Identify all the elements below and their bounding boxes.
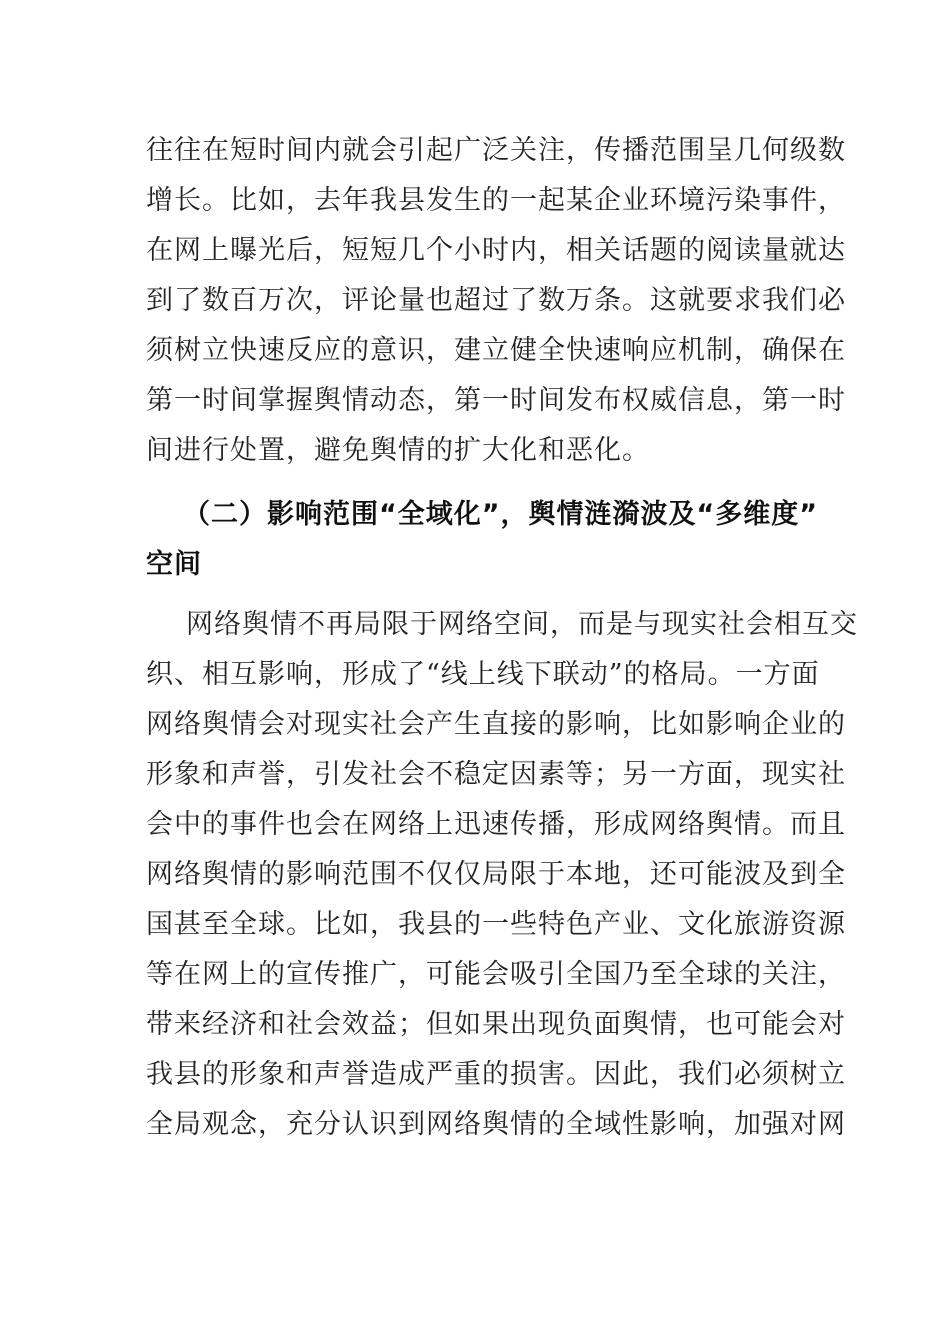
section-heading-line: （二）影响范围“全域化”，舆情涟漪波及“多维度” — [183, 499, 818, 530]
paragraph-2-line: 网络舆情的影响范围不仅仅局限于本地，还可能波及到全 — [146, 859, 846, 890]
paragraph-2-line: 我县的形象和声誉造成严重的损害。因此，我们必须树立 — [146, 1059, 846, 1090]
paragraph-2-line: 国甚至全球。比如，我县的一些特色产业、文化旅游资源 — [146, 909, 846, 940]
paragraph-2-line: 网络舆情不再局限于网络空间，而是与现实社会相互交 — [186, 609, 858, 640]
paragraph-2-line: 会中的事件也会在网络上迅速传播，形成网络舆情。而且 — [146, 809, 846, 840]
paragraph-2-line: 织、相互影响，形成了“线上线下联动”的格局。一方面 — [146, 659, 820, 690]
paragraph-2-line: 形象和声誉，引发社会不稳定因素等；另一方面，现实社 — [146, 759, 846, 790]
paragraph-1-line: 第一时间掌握舆情动态，第一时间发布权威信息，第一时 — [146, 385, 846, 416]
paragraph-2-line: 网络舆情会对现实社会产生直接的影响，比如影响企业的 — [146, 709, 846, 740]
paragraph-1-line: 须树立快速反应的意识，建立健全快速响应机制，确保在 — [146, 335, 846, 366]
section-heading-line: 空间 — [146, 549, 202, 580]
paragraph-1-line: 在网上曝光后，短短几个小时内，相关话题的阅读量就达 — [146, 235, 846, 266]
paragraph-2-line: 带来经济和社会效益；但如果出现负面舆情，也可能会对 — [146, 1009, 846, 1040]
paragraph-1-line: 增长。比如，去年我县发生的一起某企业环境污染事件， — [146, 185, 846, 216]
paragraph-2-line: 全局观念，充分认识到网络舆情的全域性影响，加强对网 — [146, 1109, 846, 1140]
paragraph-1-line: 间进行处置，避免舆情的扩大化和恶化。 — [146, 435, 650, 466]
paragraph-1-line: 往往在短时间内就会引起广泛关注，传播范围呈几何级数 — [146, 135, 846, 166]
paragraph-2-line: 等在网上的宣传推广，可能会吸引全国乃至全球的关注， — [146, 959, 846, 990]
paragraph-1-line: 到了数百万次，评论量也超过了数万条。这就要求我们必 — [146, 285, 846, 316]
